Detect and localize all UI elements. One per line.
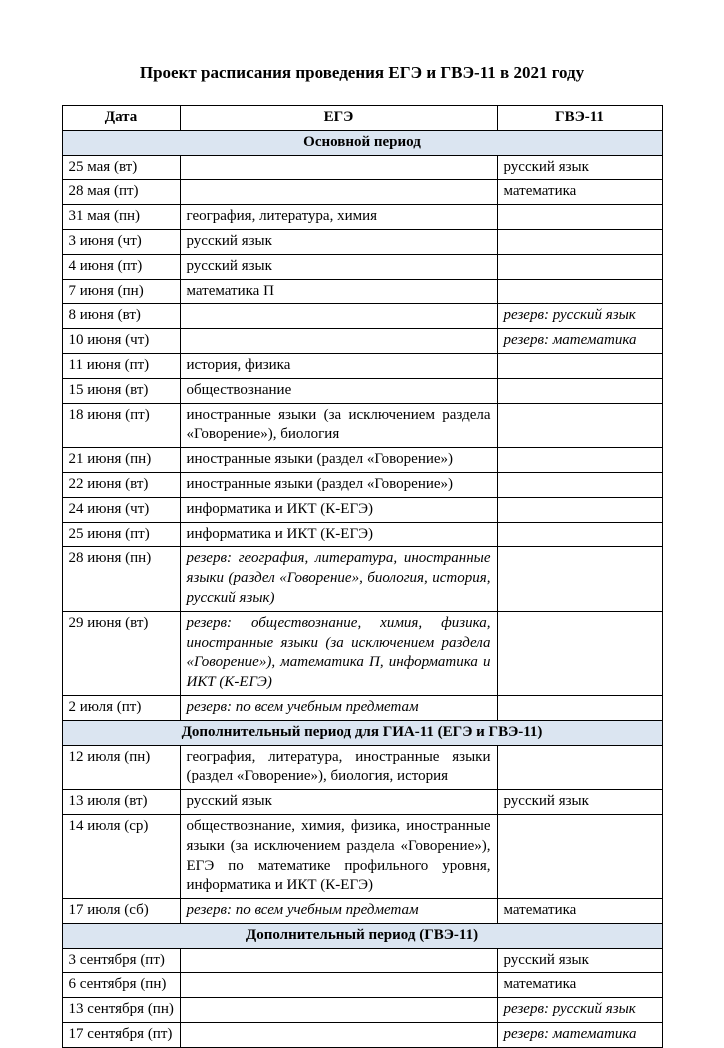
- date-cell: 3 сентября (пт): [62, 948, 180, 973]
- section-label: Дополнительный период (ГВЭ-11): [62, 923, 662, 948]
- schedule-row: [62, 304, 662, 329]
- section-row: [62, 130, 662, 155]
- date-cell: 11 июня (пт): [62, 353, 180, 378]
- gve-cell: математика: [497, 973, 662, 998]
- schedule-row: [62, 948, 662, 973]
- ege-cell: иностранные языки (раздел «Говорение»): [180, 448, 497, 473]
- ege-cell: [180, 948, 497, 973]
- gve-cell: [497, 205, 662, 230]
- date-cell: 28 мая (пт): [62, 180, 180, 205]
- schedule-row: [62, 205, 662, 230]
- ege-cell: [180, 304, 497, 329]
- date-cell: 21 июня (пн): [62, 448, 180, 473]
- col-header-gve: ГВЭ-11: [497, 106, 662, 131]
- gve-cell: резерв: русский язык: [497, 998, 662, 1023]
- section-label: Основной период: [62, 130, 662, 155]
- gve-cell: [497, 378, 662, 403]
- date-cell: 6 сентября (пн): [62, 973, 180, 998]
- schedule-row: [62, 611, 662, 695]
- ege-cell: математика П: [180, 279, 497, 304]
- gve-cell: [497, 403, 662, 448]
- date-cell: 2 июля (пт): [62, 695, 180, 720]
- ege-cell: [180, 1023, 497, 1048]
- schedule-row: [62, 547, 662, 611]
- ege-cell: [180, 155, 497, 180]
- date-cell: 25 мая (вт): [62, 155, 180, 180]
- ege-cell: информатика и ИКТ (К-ЕГЭ): [180, 497, 497, 522]
- date-cell: 7 июня (пн): [62, 279, 180, 304]
- ege-cell: география, литература, химия: [180, 205, 497, 230]
- date-cell: 14 июля (ср): [62, 814, 180, 898]
- gve-cell: русский язык: [497, 948, 662, 973]
- date-cell: 13 июля (вт): [62, 790, 180, 815]
- schedule-row: [62, 899, 662, 924]
- schedule-row: [62, 814, 662, 898]
- schedule-row: [62, 254, 662, 279]
- gve-cell: русский язык: [497, 155, 662, 180]
- schedule-row: [62, 378, 662, 403]
- schedule-row: [62, 279, 662, 304]
- date-cell: 8 июня (вт): [62, 304, 180, 329]
- schedule-row: [62, 180, 662, 205]
- schedule-table: [62, 105, 663, 1048]
- ege-cell: история, физика: [180, 353, 497, 378]
- date-cell: 15 июня (вт): [62, 378, 180, 403]
- schedule-row: [62, 329, 662, 354]
- ege-cell: русский язык: [180, 254, 497, 279]
- ege-cell: иностранные языки (раздел «Говорение»): [180, 472, 497, 497]
- gve-cell: [497, 229, 662, 254]
- schedule-row: [62, 695, 662, 720]
- ege-cell: [180, 180, 497, 205]
- ege-cell: русский язык: [180, 790, 497, 815]
- page-title: Проект расписания проведения ЕГЭ и ГВЭ-11 в 2021 году: [139, 63, 585, 82]
- date-cell: 17 сентября (пт): [62, 1023, 180, 1048]
- date-cell: 17 июля (сб): [62, 899, 180, 924]
- schedule-row: [62, 522, 662, 547]
- ege-cell: география, литература, иностранные языки (раздел «Говорение»), биология, история: [180, 745, 497, 790]
- date-cell: 22 июня (вт): [62, 472, 180, 497]
- date-cell: 25 июня (пт): [62, 522, 180, 547]
- ege-cell: резерв: обществознание, химия, физика, иностранные языки (за исключением раздела «Говорение»), математика П, информатика и ИКТ (К-ЕГЭ): [180, 611, 497, 695]
- ege-cell: обществознание, химия, физика, иностранные языки (за исключением раздела «Говорение»), ЕГЭ по математике профильного уровня, информатика и ИКТ (К-ЕГЭ): [180, 814, 497, 898]
- schedule-row: [62, 790, 662, 815]
- gve-cell: [497, 472, 662, 497]
- schedule-row: [62, 472, 662, 497]
- date-cell: 18 июня (пт): [62, 403, 180, 448]
- gve-cell: [497, 695, 662, 720]
- gve-cell: [497, 547, 662, 611]
- section-row: [62, 923, 662, 948]
- schedule-row: [62, 403, 662, 448]
- gve-cell: резерв: математика: [497, 1023, 662, 1048]
- gve-cell: русский язык: [497, 790, 662, 815]
- ege-cell: информатика и ИКТ (К-ЕГЭ): [180, 522, 497, 547]
- gve-cell: [497, 522, 662, 547]
- gve-cell: математика: [497, 899, 662, 924]
- ege-cell: резерв: по всем учебным предметам: [180, 695, 497, 720]
- ege-cell: [180, 973, 497, 998]
- schedule-row: [62, 998, 662, 1023]
- gve-cell: резерв: русский язык: [497, 304, 662, 329]
- table-header-row: [62, 106, 662, 131]
- date-cell: 12 июля (пн): [62, 745, 180, 790]
- date-cell: 3 июня (чт): [62, 229, 180, 254]
- date-cell: 4 июня (пт): [62, 254, 180, 279]
- schedule-row: [62, 353, 662, 378]
- ege-cell: русский язык: [180, 229, 497, 254]
- gve-cell: [497, 254, 662, 279]
- gve-cell: [497, 353, 662, 378]
- gve-cell: [497, 814, 662, 898]
- section-label: Дополнительный период для ГИА-11 (ЕГЭ и ГВЭ-11): [62, 720, 662, 745]
- schedule-row: [62, 155, 662, 180]
- ege-cell: обществознание: [180, 378, 497, 403]
- gve-cell: математика: [497, 180, 662, 205]
- gve-cell: [497, 611, 662, 695]
- schedule-row: [62, 745, 662, 790]
- table-body: [62, 130, 662, 1047]
- ege-cell: [180, 329, 497, 354]
- section-row: [62, 720, 662, 745]
- col-header-date: Дата: [62, 106, 180, 131]
- ege-cell: резерв: по всем учебным предметам: [180, 899, 497, 924]
- ege-cell: резерв: география, литература, иностранные языки (раздел «Говорение», биология, история, русский язык): [180, 547, 497, 611]
- date-cell: 24 июня (чт): [62, 497, 180, 522]
- col-header-ege: ЕГЭ: [180, 106, 497, 131]
- date-cell: 13 сентября (пн): [62, 998, 180, 1023]
- gve-cell: [497, 497, 662, 522]
- gve-cell: [497, 279, 662, 304]
- date-cell: 10 июня (чт): [62, 329, 180, 354]
- gve-cell: [497, 745, 662, 790]
- ege-cell: [180, 998, 497, 1023]
- date-cell: 31 мая (пн): [62, 205, 180, 230]
- ege-cell: иностранные языки (за исключением раздела «Говорение»), биология: [180, 403, 497, 448]
- gve-cell: резерв: математика: [497, 329, 662, 354]
- gve-cell: [497, 448, 662, 473]
- schedule-row: [62, 973, 662, 998]
- schedule-row: [62, 1023, 662, 1048]
- schedule-row: [62, 497, 662, 522]
- date-cell: 29 июня (вт): [62, 611, 180, 695]
- schedule-row: [62, 448, 662, 473]
- date-cell: 28 июня (пн): [62, 547, 180, 611]
- schedule-row: [62, 229, 662, 254]
